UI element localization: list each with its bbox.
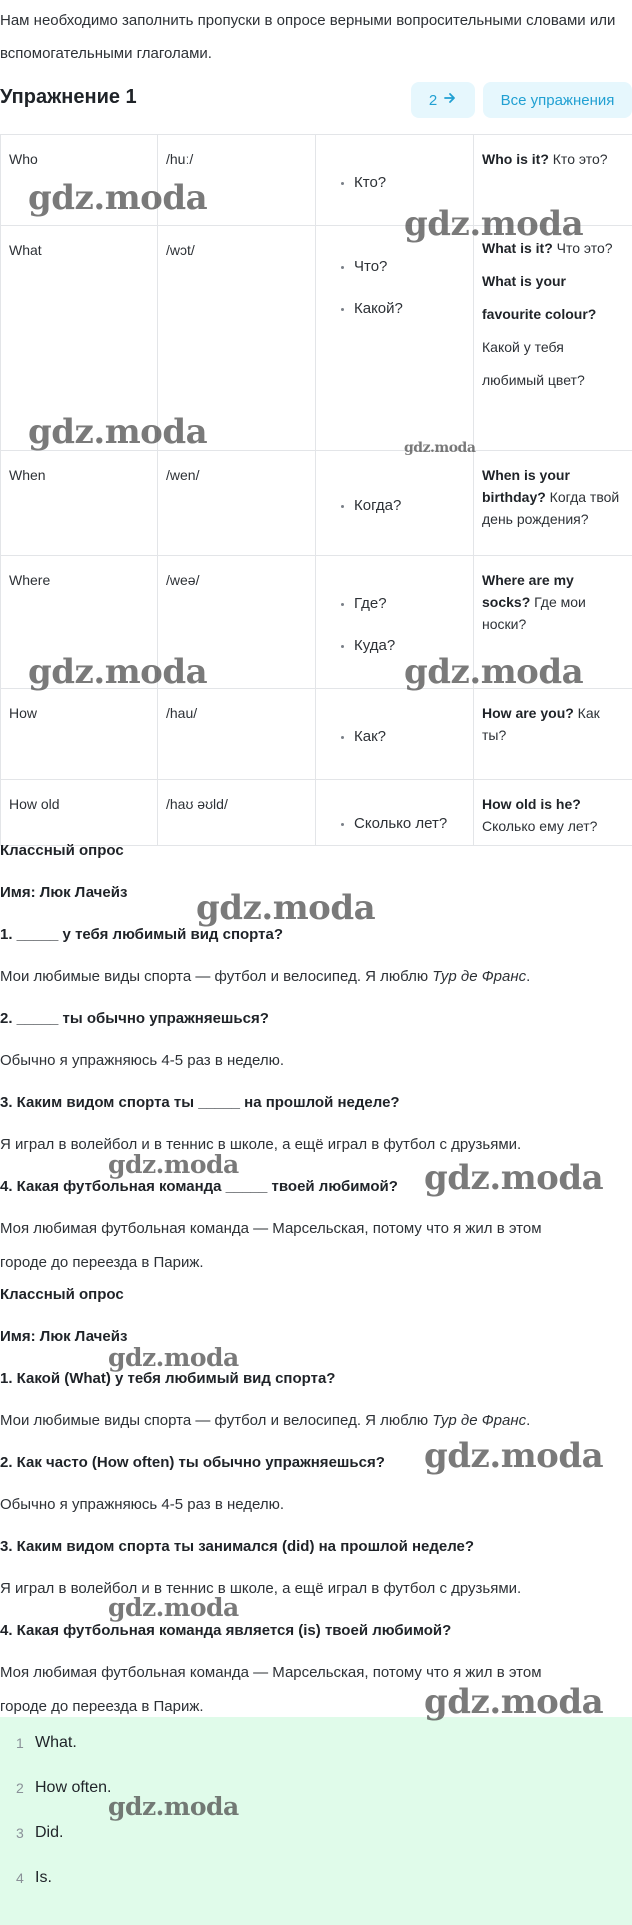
all-exercises-button[interactable]: Все упражнения	[483, 82, 632, 118]
survey-answer: Обычно я упражняюсь 4-5 раз в неделю.	[0, 1496, 285, 1513]
example-ru: Где мои носки?	[482, 594, 586, 632]
survey-answer: Мои любимые виды спорта — футбол и велосипед. Я люблю Тур де Франс.	[0, 1412, 531, 1429]
example-ru: Как ты?	[482, 705, 600, 743]
answer-text: How often.	[35, 1779, 112, 1796]
answer-number: 1	[16, 1735, 24, 1751]
translation-cell	[316, 780, 474, 846]
watermark: gdz.moda	[424, 1158, 604, 1198]
table-row	[1, 780, 632, 846]
translation-item: • Куда?	[354, 625, 465, 667]
example-en: What is your favourite colour?	[482, 273, 597, 322]
survey-question: 4. Какая футбольная команда _____ твоей любимой?	[0, 1178, 398, 1195]
answer-text: Is.	[35, 1869, 52, 1886]
watermark: gdz.moda	[196, 888, 376, 928]
survey-question: 1. _____ у тебя любимый вид спорта?	[0, 926, 283, 943]
ipa-cell: /hau/	[158, 689, 316, 780]
ipa-cell: /huː/	[158, 135, 316, 226]
word-cell: How	[1, 689, 158, 780]
example-en: Who is it?	[482, 151, 549, 167]
exercise-title: Упражнение 1	[0, 86, 137, 108]
ipa-cell: /haʊ əʊld/	[158, 780, 316, 846]
watermark: gdz.moda	[424, 1682, 604, 1722]
example-ru: Сколько ему лет?	[482, 818, 598, 834]
table-row	[1, 451, 632, 556]
word-cell: What	[1, 226, 158, 451]
example-en: How old is he?	[482, 796, 581, 812]
watermark: gdz.moda	[28, 652, 208, 692]
example-cell	[474, 780, 632, 846]
example-en: When is your birthday?	[482, 467, 570, 505]
survey-answer: Мои любимые виды спорта — футбол и велосипед. Я люблю Тур де Франс.	[0, 968, 531, 985]
survey-question: 3. Каким видом спорта ты занимался (did) на прошлой неделе?	[0, 1538, 475, 1555]
survey-answer: Я играл в волейбол и в теннис в школе, а ещё играл в футбол с друзьями.	[0, 1136, 522, 1153]
watermark: gdz.moda	[108, 1343, 239, 1372]
example-ru: Что это?	[552, 240, 613, 256]
example-cell	[474, 226, 632, 451]
answer-text: Did.	[35, 1824, 64, 1841]
ipa-cell: /wɔt/	[158, 226, 316, 451]
watermark: gdz.moda	[108, 1150, 239, 1179]
list-item	[0, 1768, 632, 1813]
survey-name: Имя: Люк Лачейз	[0, 884, 128, 901]
survey-question: 2. _____ ты обычно упражняешься?	[0, 1010, 269, 1027]
list-item	[0, 1813, 632, 1858]
translation-item: • Что?	[354, 246, 465, 288]
ipa-cell: /weə/	[158, 556, 316, 689]
task-description: Нам необходимо заполнить пропуски в опросе верными вопросительными словами или вспомогательными глаголами.	[0, 12, 616, 62]
answer-number: 2	[16, 1780, 24, 1796]
survey-question: 1. Какой (What) у тебя любимый вид спорта?	[0, 1370, 336, 1387]
survey-answer: городе до переезда в Париж.	[0, 1254, 204, 1271]
translation-cell	[316, 226, 474, 451]
survey-question: 4. Какая футбольная команда является (is) твоей любимой?	[0, 1622, 452, 1639]
survey-answer: Обычно я упражняюсь 4-5 раз в неделю.	[0, 1052, 285, 1069]
survey-answer: Я играл в волейбол и в теннис в школе, а ещё играл в футбол с друзьями.	[0, 1580, 522, 1597]
translation-item: • Как?	[354, 716, 465, 758]
survey-question: 3. Каким видом спорта ты _____ на прошлой неделе?	[0, 1094, 400, 1111]
answer-number: 4	[16, 1870, 24, 1886]
arrow-right-icon	[443, 91, 457, 109]
word-cell: How old	[1, 780, 158, 846]
exercise-header	[0, 82, 632, 118]
example-cell	[474, 689, 632, 780]
word-cell: When	[1, 451, 158, 556]
survey-title: Классный опрос	[0, 1286, 124, 1303]
example-ru: Какой у тебя любимый цвет?	[482, 339, 585, 388]
survey-question: 2. Как часто (How often) ты обычно упражняешься?	[0, 1454, 385, 1471]
watermark: gdz.moda	[28, 178, 208, 218]
survey-answer: городе до переезда в Париж.	[0, 1698, 204, 1715]
example-ru: Кто это?	[548, 151, 608, 167]
table-row	[1, 689, 632, 780]
survey-name: Имя: Люк Лачейз	[0, 1328, 128, 1345]
watermark: gdz.moda	[424, 1436, 604, 1476]
watermark: gdz.moda	[108, 1593, 239, 1622]
watermark: gdz.moda	[28, 412, 208, 452]
translation-item: • Когда?	[354, 485, 465, 527]
survey-answer: Моя любимая футбольная команда — Марсельская, потому что я жил в этом	[0, 1220, 542, 1237]
survey-answer: Моя любимая футбольная команда — Марсельская, потому что я жил в этом	[0, 1664, 542, 1681]
word-cell: Where	[1, 556, 158, 689]
list-item	[0, 1858, 632, 1903]
word-cell: Who	[1, 135, 158, 226]
translation-cell	[316, 689, 474, 780]
translation-cell	[316, 451, 474, 556]
watermark: gdz.moda	[404, 652, 584, 692]
example-en: What is it?	[482, 240, 553, 256]
example-ru: Когда твой день рождения?	[482, 489, 620, 527]
example-cell	[474, 451, 632, 556]
example-en: Where are my socks?	[482, 572, 574, 610]
watermark: gdz.moda	[404, 204, 584, 244]
answer-number: 3	[16, 1825, 24, 1841]
answers-list	[0, 1717, 632, 1925]
translation-item: • Кто?	[354, 162, 465, 204]
next-exercise-button[interactable]	[411, 82, 475, 118]
survey-title: Классный опрос	[0, 842, 124, 859]
translation-item: • Сколько лет?	[354, 803, 465, 845]
answer-text: What.	[35, 1734, 77, 1751]
next-exercise-label: 2	[428, 91, 438, 109]
translation-item: • Где?	[354, 583, 465, 625]
translation-item: • Какой?	[354, 288, 465, 330]
example-en: How are you?	[482, 705, 574, 721]
watermark: gdz.moda	[404, 440, 476, 456]
ipa-cell: /wen/	[158, 451, 316, 556]
list-item	[0, 1723, 632, 1768]
watermark: gdz.moda	[108, 1792, 239, 1821]
